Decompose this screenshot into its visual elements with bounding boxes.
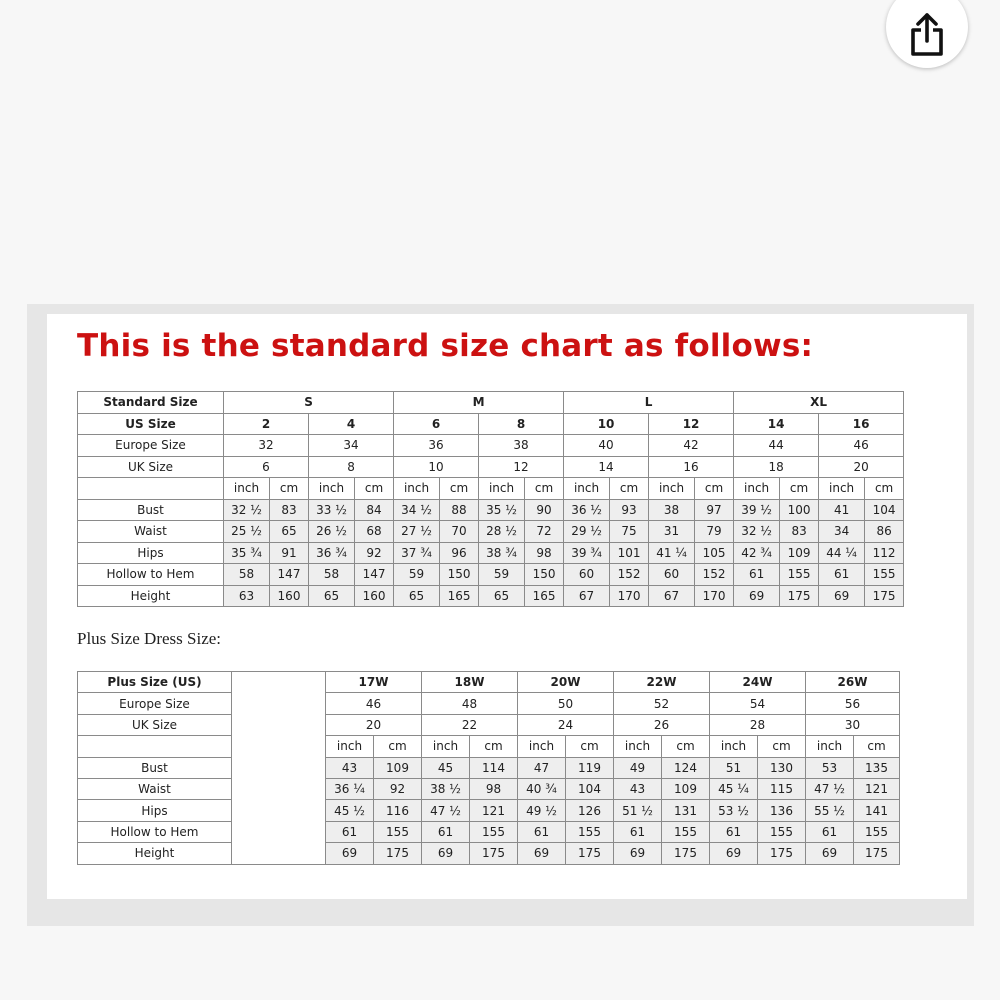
unit-inch-cell: inch	[819, 478, 865, 500]
product-image-frame	[27, 304, 974, 926]
measurement-cell: 38 ¾	[479, 542, 525, 564]
us-size-cell: 8	[479, 413, 564, 435]
measurement-cell: 79	[695, 521, 734, 543]
measurement-cell: 68	[355, 521, 394, 543]
measurement-cell: 91	[270, 542, 309, 564]
measurement-cell: 116	[374, 800, 422, 821]
measurement-cell: 147	[355, 564, 394, 586]
measurement-row	[78, 821, 900, 842]
europe-size-cell: 46	[819, 435, 904, 457]
measurement-row	[78, 542, 904, 564]
unit-row	[78, 478, 904, 500]
measurement-cell: 60	[649, 564, 695, 586]
measurement-cell: 65	[394, 585, 440, 607]
measurement-cell: 155	[758, 821, 806, 842]
measurement-cell: 32 ½	[224, 499, 270, 521]
measurement-cell: 27 ½	[394, 521, 440, 543]
measurement-cell: 112	[865, 542, 904, 564]
measurement-cell: 47 ½	[806, 778, 854, 799]
measurement-cell: 93	[610, 499, 649, 521]
measurement-cell: 69	[806, 843, 854, 864]
row-label: Plus Size (US)	[78, 672, 232, 693]
measurement-cell: 38	[649, 499, 695, 521]
measurement-row	[78, 521, 904, 543]
measurement-cell: 155	[470, 821, 518, 842]
measurement-cell: 53 ½	[710, 800, 758, 821]
measurement-cell: 34 ½	[394, 499, 440, 521]
measurement-cell: 155	[854, 821, 900, 842]
europe-size-cell: 40	[564, 435, 649, 457]
us-size-cell: 14	[734, 413, 819, 435]
measurement-cell: 175	[566, 843, 614, 864]
measurement-row	[78, 585, 904, 607]
us-size-cell: 12	[649, 413, 734, 435]
measurement-cell: 115	[758, 778, 806, 799]
row-label: Bust	[78, 757, 232, 778]
europe-size-cell: 38	[479, 435, 564, 457]
measurement-cell: 126	[566, 800, 614, 821]
measurement-cell: 75	[610, 521, 649, 543]
measurement-cell: 141	[854, 800, 900, 821]
size-group-header: XL	[734, 392, 904, 414]
unit-inch-cell: inch	[326, 736, 374, 757]
measurement-cell: 170	[610, 585, 649, 607]
measurement-cell: 39 ¾	[564, 542, 610, 564]
measurement-cell: 109	[662, 778, 710, 799]
unit-inch-cell: inch	[394, 478, 440, 500]
plus-size-caption: Plus Size Dress Size:	[77, 629, 222, 648]
measurement-cell: 43	[326, 757, 374, 778]
measurement-cell: 175	[470, 843, 518, 864]
row-label: US Size	[78, 413, 224, 435]
measurement-cell: 136	[758, 800, 806, 821]
standard-size-table	[77, 391, 904, 607]
measurement-row	[78, 778, 900, 799]
measurement-cell: 100	[780, 499, 819, 521]
standard-size-row	[78, 392, 904, 414]
measurement-cell: 155	[780, 564, 819, 586]
uk-size-cell: 20	[819, 456, 904, 478]
europe-size-cell: 48	[422, 693, 518, 714]
measurement-cell: 150	[525, 564, 564, 586]
measurement-cell: 175	[865, 585, 904, 607]
uk-size-cell: 14	[564, 456, 649, 478]
plus-us-size-row	[78, 672, 900, 693]
plus-size-header: 20W	[518, 672, 614, 693]
unit-inch-cell: inch	[422, 736, 470, 757]
row-label: Bust	[78, 499, 224, 521]
uk-size-cell: 20	[326, 714, 422, 735]
uk-size-cell: 30	[806, 714, 900, 735]
measurement-cell: 59	[394, 564, 440, 586]
unit-inch-cell: inch	[224, 478, 270, 500]
europe-size-cell: 56	[806, 693, 900, 714]
measurement-cell: 97	[695, 499, 734, 521]
measurement-cell: 28 ½	[479, 521, 525, 543]
row-label: Hollow to Hem	[78, 564, 224, 586]
measurement-cell: 165	[440, 585, 479, 607]
unit-inch-cell: inch	[518, 736, 566, 757]
measurement-cell: 152	[610, 564, 649, 586]
measurement-cell: 92	[355, 542, 394, 564]
uk-size-cell: 16	[649, 456, 734, 478]
measurement-cell: 58	[224, 564, 270, 586]
unit-inch-cell: inch	[479, 478, 525, 500]
row-label: Hips	[78, 542, 224, 564]
unit-inch-cell: inch	[309, 478, 355, 500]
size-group-header: S	[224, 392, 394, 414]
measurement-cell: 84	[355, 499, 394, 521]
measurement-row	[78, 843, 900, 864]
unit-cm-cell: cm	[662, 736, 710, 757]
measurement-cell: 92	[374, 778, 422, 799]
uk-size-cell: 26	[614, 714, 710, 735]
size-group-header: M	[394, 392, 564, 414]
measurement-cell: 67	[649, 585, 695, 607]
measurement-cell: 72	[525, 521, 564, 543]
measurement-cell: 61	[710, 821, 758, 842]
measurement-cell: 69	[819, 585, 865, 607]
uk-size-row	[78, 456, 904, 478]
measurement-cell: 69	[422, 843, 470, 864]
europe-size-cell: 32	[224, 435, 309, 457]
measurement-cell: 131	[662, 800, 710, 821]
blank-cell	[232, 672, 326, 865]
measurement-cell: 175	[854, 843, 900, 864]
measurement-cell: 152	[695, 564, 734, 586]
share-icon	[907, 11, 947, 57]
measurement-cell: 41 ¼	[649, 542, 695, 564]
us-size-cell: 6	[394, 413, 479, 435]
measurement-cell: 70	[440, 521, 479, 543]
measurement-cell: 109	[780, 542, 819, 564]
europe-size-cell: 52	[614, 693, 710, 714]
uk-size-cell: 6	[224, 456, 309, 478]
measurement-cell: 44 ¼	[819, 542, 865, 564]
measurement-cell: 45 ½	[326, 800, 374, 821]
measurement-cell: 43	[614, 778, 662, 799]
measurement-cell: 32 ½	[734, 521, 780, 543]
unit-cm-cell: cm	[854, 736, 900, 757]
measurement-cell: 109	[374, 757, 422, 778]
row-label: Height	[78, 843, 232, 864]
measurement-cell: 61	[734, 564, 780, 586]
europe-size-cell: 46	[326, 693, 422, 714]
unit-cm-cell: cm	[758, 736, 806, 757]
measurement-cell: 38 ½	[422, 778, 470, 799]
measurement-cell: 61	[614, 821, 662, 842]
measurement-cell: 51	[710, 757, 758, 778]
measurement-cell: 47	[518, 757, 566, 778]
us-size-row	[78, 413, 904, 435]
unit-cm-cell: cm	[525, 478, 564, 500]
unit-cm-cell: cm	[374, 736, 422, 757]
measurement-cell: 36 ½	[564, 499, 610, 521]
measurement-cell: 165	[525, 585, 564, 607]
unit-row	[78, 736, 900, 757]
unit-cm-cell: cm	[695, 478, 734, 500]
row-label: UK Size	[78, 714, 232, 735]
uk-size-cell: 12	[479, 456, 564, 478]
measurement-cell: 42 ¾	[734, 542, 780, 564]
measurement-cell: 175	[758, 843, 806, 864]
measurement-cell: 69	[734, 585, 780, 607]
measurement-cell: 58	[309, 564, 355, 586]
row-label: Europe Size	[78, 693, 232, 714]
measurement-cell: 65	[270, 521, 309, 543]
row-label: UK Size	[78, 456, 224, 478]
measurement-cell: 155	[566, 821, 614, 842]
blank-cell	[78, 478, 224, 500]
measurement-cell: 35 ½	[479, 499, 525, 521]
europe-size-cell: 50	[518, 693, 614, 714]
measurement-cell: 65	[479, 585, 525, 607]
europe-size-cell: 44	[734, 435, 819, 457]
us-size-cell: 4	[309, 413, 394, 435]
measurement-cell: 69	[326, 843, 374, 864]
measurement-row	[78, 800, 900, 821]
measurement-cell: 88	[440, 499, 479, 521]
chart-title: This is the standard size chart as follows:	[77, 328, 814, 364]
measurement-cell: 114	[470, 757, 518, 778]
plus-size-header: 26W	[806, 672, 900, 693]
measurement-cell: 59	[479, 564, 525, 586]
measurement-cell: 121	[854, 778, 900, 799]
measurement-cell: 65	[309, 585, 355, 607]
row-label: Waist	[78, 778, 232, 799]
plus-size-header: 24W	[710, 672, 806, 693]
plus-size-header: 18W	[422, 672, 518, 693]
unit-cm-cell: cm	[355, 478, 394, 500]
plus-size-header: 22W	[614, 672, 710, 693]
measurement-cell: 147	[270, 564, 309, 586]
measurement-cell: 98	[470, 778, 518, 799]
europe-size-cell: 36	[394, 435, 479, 457]
measurement-cell: 45	[422, 757, 470, 778]
measurement-cell: 37 ¾	[394, 542, 440, 564]
measurement-cell: 33 ½	[309, 499, 355, 521]
measurement-cell: 155	[865, 564, 904, 586]
measurement-cell: 150	[440, 564, 479, 586]
europe-size-cell: 34	[309, 435, 394, 457]
measurement-cell: 63	[224, 585, 270, 607]
row-label: Waist	[78, 521, 224, 543]
measurement-cell: 175	[374, 843, 422, 864]
measurement-cell: 124	[662, 757, 710, 778]
unit-cm-cell: cm	[440, 478, 479, 500]
measurement-cell: 41	[819, 499, 865, 521]
measurement-cell: 49	[614, 757, 662, 778]
europe-size-cell: 42	[649, 435, 734, 457]
measurement-cell: 45 ¼	[710, 778, 758, 799]
us-size-cell: 16	[819, 413, 904, 435]
unit-inch-cell: inch	[614, 736, 662, 757]
measurement-cell: 135	[854, 757, 900, 778]
unit-cm-cell: cm	[780, 478, 819, 500]
unit-cm-cell: cm	[865, 478, 904, 500]
measurement-cell: 29 ½	[564, 521, 610, 543]
measurement-cell: 130	[758, 757, 806, 778]
measurement-cell: 25 ½	[224, 521, 270, 543]
measurement-cell: 83	[780, 521, 819, 543]
measurement-cell: 104	[566, 778, 614, 799]
measurement-cell: 36 ¾	[309, 542, 355, 564]
measurement-cell: 104	[865, 499, 904, 521]
unit-inch-cell: inch	[734, 478, 780, 500]
measurement-cell: 31	[649, 521, 695, 543]
row-label: Height	[78, 585, 224, 607]
us-size-cell: 2	[224, 413, 309, 435]
measurement-cell: 36 ¼	[326, 778, 374, 799]
unit-cm-cell: cm	[610, 478, 649, 500]
measurement-cell: 101	[610, 542, 649, 564]
measurement-cell: 86	[865, 521, 904, 543]
measurement-cell: 53	[806, 757, 854, 778]
measurement-cell: 175	[780, 585, 819, 607]
unit-inch-cell: inch	[806, 736, 854, 757]
uk-size-cell: 24	[518, 714, 614, 735]
measurement-cell: 69	[614, 843, 662, 864]
unit-inch-cell: inch	[710, 736, 758, 757]
measurement-cell: 119	[566, 757, 614, 778]
measurement-cell: 61	[806, 821, 854, 842]
uk-size-cell: 10	[394, 456, 479, 478]
measurement-row	[78, 499, 904, 521]
plus-size-header: 17W	[326, 672, 422, 693]
measurement-cell: 61	[326, 821, 374, 842]
measurement-cell: 90	[525, 499, 564, 521]
measurement-cell: 69	[710, 843, 758, 864]
row-label: Hollow to Hem	[78, 821, 232, 842]
measurement-cell: 35 ¾	[224, 542, 270, 564]
uk-size-cell: 22	[422, 714, 518, 735]
measurement-cell: 40 ¾	[518, 778, 566, 799]
measurement-cell: 47 ½	[422, 800, 470, 821]
measurement-cell: 60	[564, 564, 610, 586]
measurement-cell: 160	[355, 585, 394, 607]
row-label: Europe Size	[78, 435, 224, 457]
measurement-cell: 98	[525, 542, 564, 564]
measurement-cell: 105	[695, 542, 734, 564]
europe-size-row	[78, 435, 904, 457]
measurement-row	[78, 564, 904, 586]
blank-cell	[78, 736, 232, 757]
size-group-header: L	[564, 392, 734, 414]
unit-cm-cell: cm	[566, 736, 614, 757]
measurement-cell: 160	[270, 585, 309, 607]
measurement-cell: 83	[270, 499, 309, 521]
unit-cm-cell: cm	[470, 736, 518, 757]
us-size-cell: 10	[564, 413, 649, 435]
row-label: Standard Size	[78, 392, 224, 414]
measurement-cell: 49 ½	[518, 800, 566, 821]
unit-cm-cell: cm	[270, 478, 309, 500]
plus-size-table	[77, 671, 900, 865]
uk-size-cell: 28	[710, 714, 806, 735]
share-button[interactable]	[886, 0, 968, 68]
measurement-cell: 61	[518, 821, 566, 842]
measurement-cell: 51 ½	[614, 800, 662, 821]
row-label: Hips	[78, 800, 232, 821]
unit-inch-cell: inch	[564, 478, 610, 500]
size-chart-image	[47, 314, 967, 899]
measurement-cell: 55 ½	[806, 800, 854, 821]
europe-size-row	[78, 693, 900, 714]
measurement-cell: 96	[440, 542, 479, 564]
measurement-cell: 61	[422, 821, 470, 842]
measurement-cell: 26 ½	[309, 521, 355, 543]
measurement-cell: 39 ½	[734, 499, 780, 521]
measurement-cell: 67	[564, 585, 610, 607]
measurement-cell: 61	[819, 564, 865, 586]
measurement-cell: 34	[819, 521, 865, 543]
measurement-cell: 69	[518, 843, 566, 864]
uk-size-cell: 8	[309, 456, 394, 478]
europe-size-cell: 54	[710, 693, 806, 714]
measurement-cell: 175	[662, 843, 710, 864]
uk-size-row	[78, 714, 900, 735]
uk-size-cell: 18	[734, 456, 819, 478]
unit-inch-cell: inch	[649, 478, 695, 500]
measurement-cell: 155	[374, 821, 422, 842]
measurement-cell: 170	[695, 585, 734, 607]
measurement-row	[78, 757, 900, 778]
measurement-cell: 155	[662, 821, 710, 842]
measurement-cell: 121	[470, 800, 518, 821]
